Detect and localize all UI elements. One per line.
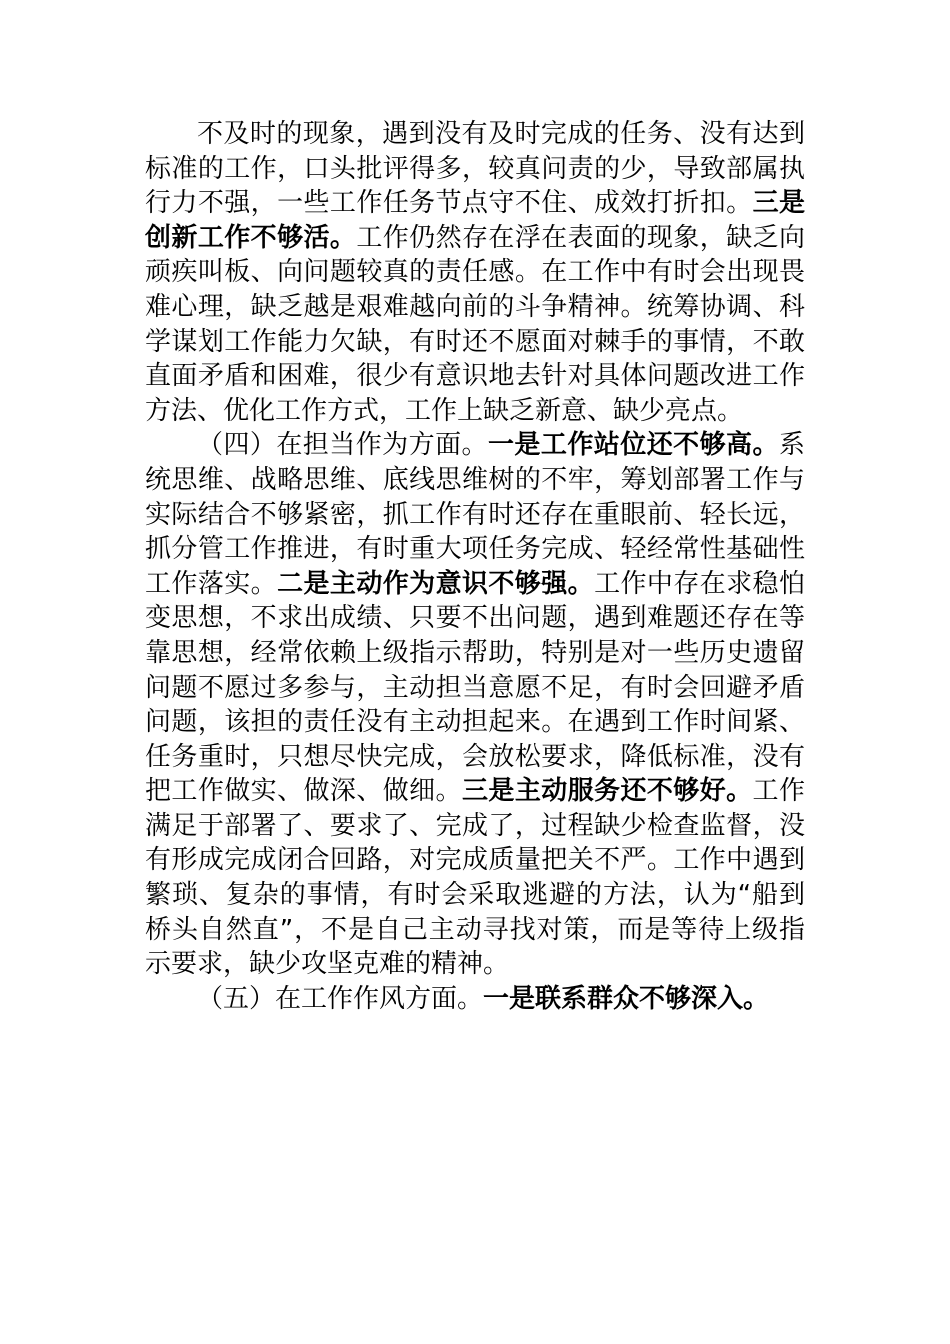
bold-heading-segment: 三是创新工作不够活。 (145, 188, 805, 253)
text-segment: 工作中存在求稳怕变思想，不求出成绩、只要不出问题，遇到难题还存在等靠思想，经常依赖上级指示帮助，特别是对一些历史遗留问题不愿过多参与，主动担当意愿不足，有时会回避矛盾问题，该担的责任没有主动担起来。在遇到工作时间紧、任务重时，只想尽快完成，会放松要求，降低标准，没有把工作做实、做深、做细。 (145, 568, 805, 807)
text-segment: 不及时的现象，遇到没有及时完成的任务、没有达到标准的工作，口头批评得多，较真问责的少，导致部属执行力不强，一些工作任务节点守不住、成效打折扣。 (145, 119, 805, 219)
section-heading-segment: （四）在担当作为方面。 (197, 430, 488, 461)
document-body (145, 117, 805, 1016)
text-segment: 工作满足于部署了、要求了、完成了，过程缺少检查监督，没有形成完成闭合回路，对完成质量把关不严。工作中遇到繁琐、复杂的事情，有时会采取逃避的方法，认为“船到桥头自然直”，不是自己主动寻找对策，而是等待上级指示要求，缺少攻坚克难的精神。 (145, 776, 805, 980)
bold-heading-segment: 一是联系群众不够深入。 (483, 983, 770, 1014)
bold-heading-segment: 三是主动服务还不够好。 (461, 776, 753, 807)
bold-heading-segment: 二是主动作为意识不够强。 (277, 568, 595, 599)
paragraph-p3 (145, 982, 805, 1017)
paragraph-p1 (145, 117, 805, 428)
section-heading-segment: （五）在工作作风方面。 (197, 983, 484, 1014)
paragraph-p2 (145, 428, 805, 982)
text-segment: 工作仍然存在浮在表面的现象，缺乏向顽疾叫板、向问题较真的责任感。在工作中有时会出现畏难心理，缺乏越是艰难越向前的斗争精神。统筹协调、科学谋划工作能力欠缺，有时还不愿面对棘手的事情，不敢直面矛盾和困难，很少有意识地去针对具体问题改进工作方法、优化工作方式，工作上缺乏新意、缺少亮点。 (145, 222, 805, 426)
bold-heading-segment: 一是工作站位还不够高。 (487, 430, 779, 461)
text-segment: 系统思维、战略思维、底线思维树的不牢，筹划部署工作与实际结合不够紧密，抓工作有时还存在重眼前、轻长远，抓分管工作推进，有时重大项任务完成、轻经常性基础性工作落实。 (145, 430, 805, 599)
